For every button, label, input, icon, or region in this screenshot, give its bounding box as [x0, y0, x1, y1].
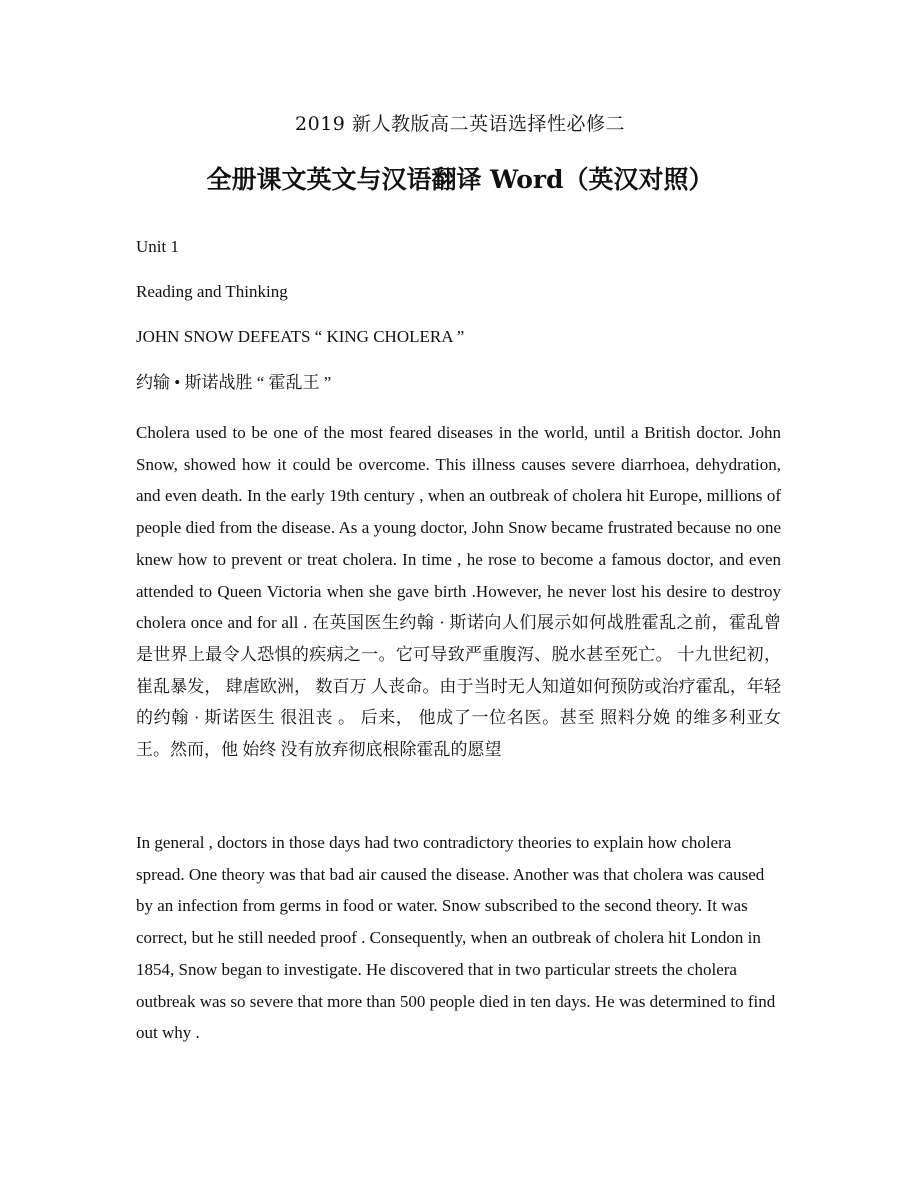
document-subtitle: 2019 新人教版高二英语选择性必修二: [295, 113, 625, 135]
unit-label: Unit 1: [136, 237, 179, 256]
paragraph-1-chinese: 在英国医生约翰 · 斯诺向人们展示如何战胜霍乱之前，霍乱曾是世界上最令人恐惧的疾病之一。它可导致严重腹泻、脱水甚至死亡。 十九世纪初， 崔乱暴发， 肆虐欧洲， 数百万 人丧命。由于当时无人知道如何预防或治疗霍乱，年轻的约翰 · 斯诺医生 很沮丧 。 后来， 他成了一位名医。甚至 照料分娩 的维多利亚女王。然而，他 始终 没有放弃彻底根除霍乱的愿望: [136, 613, 781, 760]
article-heading-chinese: 约输 • 斯诺战胜 “ 霍乱王 ”: [136, 373, 332, 392]
paragraph-1: [136, 417, 781, 766]
section-label: Reading and Thinking: [136, 282, 288, 301]
article-heading-english: JOHN SNOW DEFEATS “ KING CHOLERA ”: [136, 327, 465, 346]
document-title: 全册课文英文与汉语翻译 Word（英汉对照）: [206, 165, 714, 194]
paragraph-2-english: In general , doctors in those days had two contradictory theories to explain how cholera spread. One theory was that bad air caused the disease. Another was that cholera was caused by an infection from germs in food or water. Snow subscribed to the second theory. It was correct, but he still needed proof . Consequently, when an outbreak of cholera hit London in 1854, Snow began to investigate. He discovered that in two particular streets the cholera outbreak was so severe that more than 500 people died in ten days. He was determined to find out why .: [136, 833, 776, 1043]
paragraph-1-english: Cholera used to be one of the most feared diseases in the world, until a British doctor. John Snow, showed how it could be overcome. This illness causes severe diarrhoea, dehydration, and even death. In the early 19th century , when an outbreak of cholera hit Europe, millions of people died from the disease. As a young doctor, John Snow became frustrated because no one knew how to prevent or treat cholera. In time , he rose to become a famous doctor, and even attended to Queen Victoria when she gave birth .However, he never lost his desire to destroy cholera once and for all .: [136, 423, 781, 633]
paragraph-2: [136, 827, 781, 1049]
